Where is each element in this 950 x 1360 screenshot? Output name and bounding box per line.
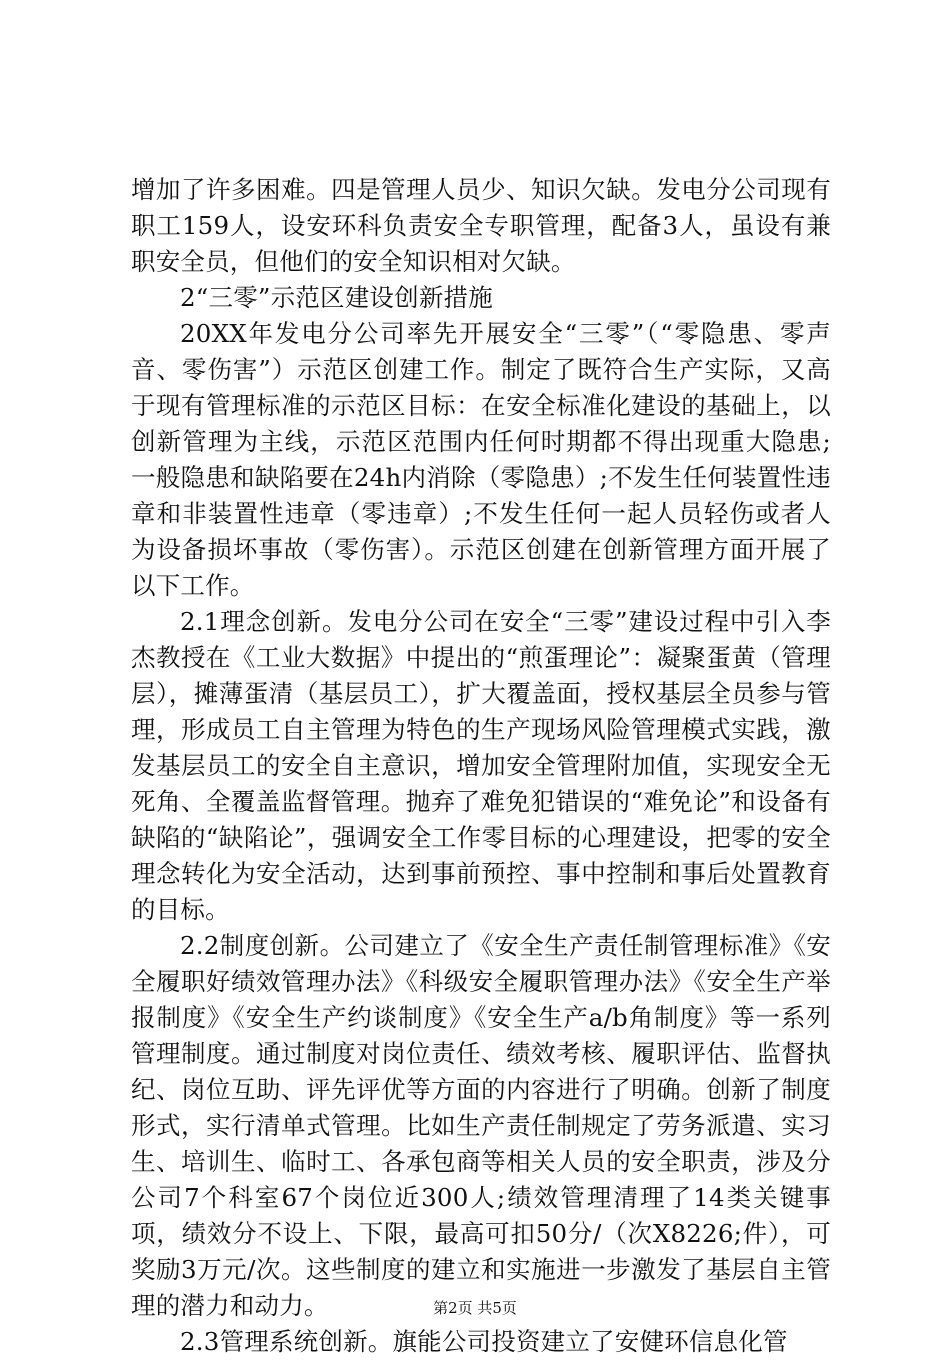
paragraph-1: 增加了许多困难。四是管理人员少、知识欠缺。发电分公司现有职工159人，设安环科负责安全专职管理，配备3人，虽设有兼职安全员，但他们的安全知识相对欠缺。: [131, 175, 831, 276]
page-footer: 第2页 共5页: [433, 1299, 517, 1317]
paragraph-system-innovation: 2.2制度创新。公司建立了《安全生产责任制管理标准》《安全履职好绩效管理办法》《科级安全履职管理办法》《安全生产举报制度》《安全生产约谈制度》《安全生产a/b角制度》等一系列管理制度。通过制度对岗位责任、绩效考核、履职评估、监督执纪、岗位互助、评先评优等方面的内容进行了明确。创新了制度形式，实行清单式管理。比如生产责任制规定了劳务派遣、实习生、培训生、临时工、各承包商等相关人员的安全职责，涉及分公司7个科室67个岗位近300人;绩效管理清理了14类关键事项，绩效分不设上、下限，最高可扣50分/（次X8226;件），可奖励3万元/次。这些制度的建立和实施进一步激发了基层自主管理的潜力和动力。: [131, 931, 831, 1320]
document-body: [131, 172, 831, 1360]
paragraph-2: 20XX年发电分公司率先开展安全“三零”（“零隐患、零声音、零伤害”）示范区创建工作。制定了既符合生产实际，又高于现有管理标准的示范区目标：在安全标准化建设的基础上，以创新管理为主线，示范区范围内任何时期都不得出现重大隐患;一般隐患和缺陷要在24h内消除（零隐患）;不发生任何装置性违章和非装置性违章（零违章）;不发生任何一起人员轻伤或者人为设备损坏事故（零伤害）。示范区创建在创新管理方面开展了以下工作。: [131, 319, 831, 600]
paragraph-management-system: 2.3管理系统创新。旗能公司投资建立了安健环信息化管: [180, 1327, 788, 1356]
section-heading: 2“三零”示范区建设创新措施: [180, 283, 493, 312]
paragraph-concept-innovation: 2.1理念创新。发电分公司在安全“三零”建设过程中引入李杰教授在《工业大数据》中提出的“煎蛋理论”：凝聚蛋黄（管理层），摊薄蛋清（基层员工），扩大覆盖面，授权基层全员参与管理，形成员工自主管理为特色的生产现场风险管理模式实践，激发基层员工的安全自主意识，增加安全管理附加值，实现安全无死角、全覆盖监督管理。抛弃了难免犯错误的“难免论”和设备有缺陷的“缺陷论”，强调安全工作零目标的心理建设，把零的安全理念转化为安全活动，达到事前预控、事中控制和事后处置教育的目标。: [131, 607, 831, 924]
